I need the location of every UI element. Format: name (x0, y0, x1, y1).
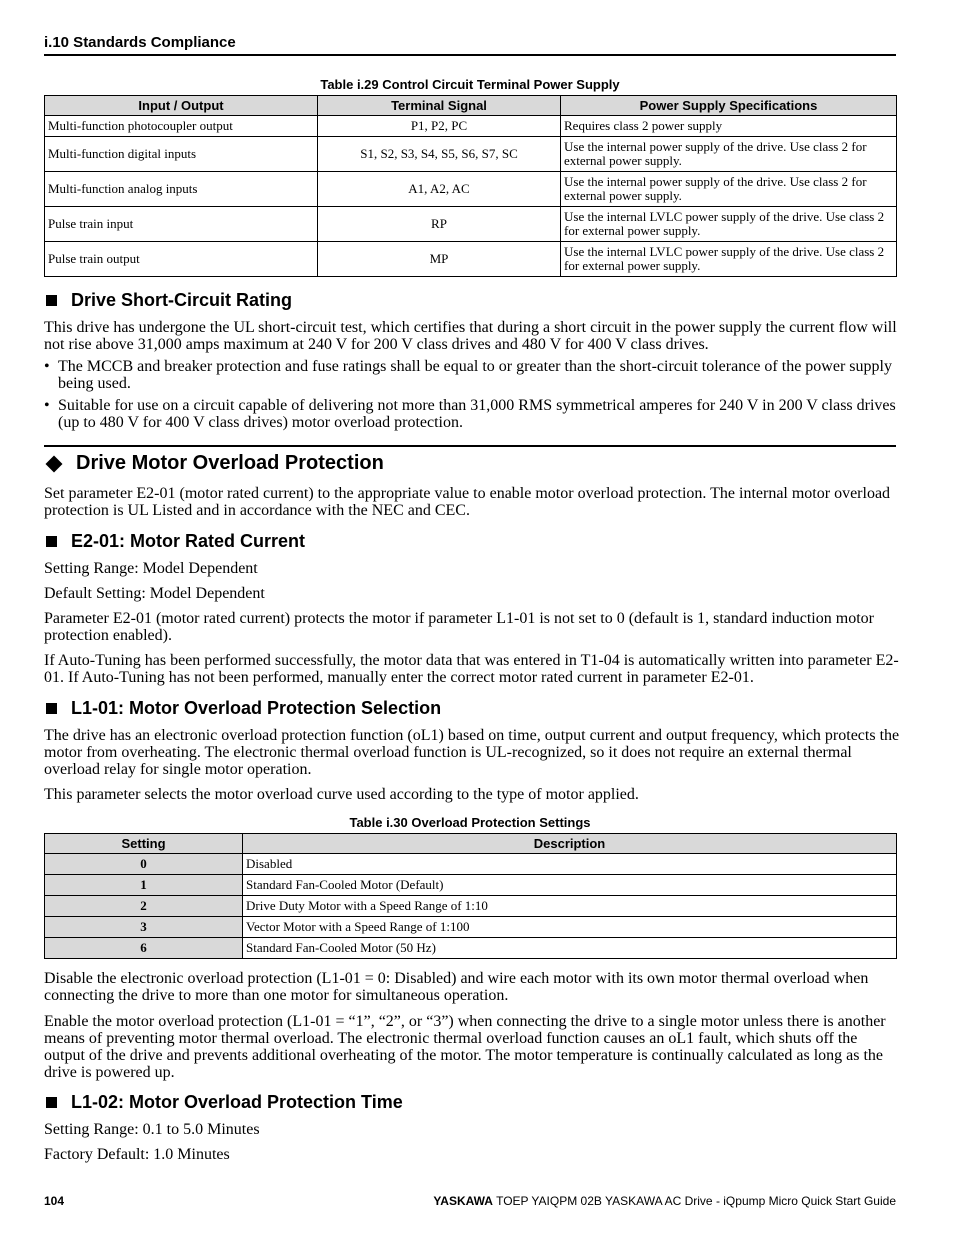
paragraph-disable-overload: Disable the electronic overload protection (L1-01 = 0: Disabled) and wire each motor with its own motor thermal overload when connecting the drive to more than one motor for simultaneous operation. (44, 970, 869, 1004)
heading-l1-02 (44, 1092, 403, 1113)
square-bullet-icon (46, 1097, 57, 1108)
header-rule (44, 54, 896, 56)
heading-text: Drive Motor Overload Protection (76, 452, 384, 474)
default-setting-e2-01: Default Setting: Model Dependent (44, 585, 265, 602)
setting-cell: 3 (45, 917, 243, 938)
table-row (45, 242, 897, 277)
heading-text: L1-02: Motor Overload Protection Time (71, 1092, 403, 1112)
bullet-text: Suitable for use on a circuit capable of delivering not more than 31,000 RMS symmetrical amperes for 240 V in 200 V class drives (up to 480 V for 400 V class drives) motor overload protection. (58, 397, 896, 431)
heading-motor-overload (44, 452, 384, 475)
table-caption-power-supply: Table i.29 Control Circuit Terminal Power Supply (320, 77, 620, 92)
diamond-icon (46, 455, 63, 472)
section-header: i.10 Standards Compliance (44, 34, 236, 51)
table-cell: Use the internal LVLC power supply of the drive. Use class 2 for external power supply. (561, 242, 897, 277)
table-cell: Use the internal power supply of the drive. Use class 2 for external power supply. (561, 172, 897, 207)
square-bullet-icon (46, 295, 57, 306)
square-bullet-icon (46, 703, 57, 714)
table-row (45, 116, 897, 137)
paragraph-e2-01-autotune: If Auto-Tuning has been performed successfully, the motor data that was entered in T1-04 is automatically written into parameter E2-01. If Auto-Tuning has not been performed, manually enter the correct motor rated current in parameter E2-01. (44, 652, 899, 686)
footer-doc-text: TOEP YAIQPM 02B YASKAWA AC Drive - iQpump Micro Quick Start Guide (496, 1194, 896, 1208)
table-header-row (45, 96, 897, 116)
bullet-item (44, 397, 900, 431)
setting-cell: 1 (45, 875, 243, 896)
table-cell: A1, A2, AC (318, 172, 561, 207)
bullet-item (44, 358, 900, 392)
bullet-dot-icon: • (44, 358, 50, 375)
setting-range-e2-01: Setting Range: Model Dependent (44, 560, 258, 577)
table-cell: S1, S2, S3, S4, S5, S6, S7, SC (318, 137, 561, 172)
footer-brand: YASKAWA (433, 1194, 493, 1208)
table-row (45, 917, 897, 938)
bullet-text: The MCCB and breaker protection and fuse ratings shall be equal to or greater than the short-circuit tolerance of the power supply being used. (58, 358, 892, 392)
paragraph-overload: Set parameter E2-01 (motor rated current) to the appropriate value to enable motor overload protection. The internal motor overload protection is UL Listed and in accordance with the NEC and CEC. (44, 485, 891, 519)
table-cell: Multi-function analog inputs (45, 172, 318, 207)
page-number: 104 (44, 1194, 65, 1208)
description-cell: Standard Fan-Cooled Motor (Default) (243, 875, 897, 896)
table-cell: Use the internal LVLC power supply of the drive. Use class 2 for external power supply. (561, 207, 897, 242)
table-row (45, 938, 897, 959)
table-cell: Use the internal power supply of the drive. Use class 2 for external power supply. (561, 137, 897, 172)
heading-text: L1-01: Motor Overload Protection Selection (71, 698, 442, 718)
heading-text: Drive Short-Circuit Rating (71, 290, 293, 310)
table-row (45, 896, 897, 917)
column-header: Power Supply Specifications (561, 96, 897, 116)
table-caption-overload: Table i.30 Overload Protection Settings (349, 815, 591, 830)
paragraph-enable-overload: Enable the motor overload protection (L1-01 = “1”, “2”, or “3”) when connecting the drive to a single motor unless there is another means of preventing motor thermal overload. The electronic thermal overload function causes an oL1 fault, which shuts off the output of the drive and prevents additional overheating of the motor. The motor temperature is continually calculated as long as the drive is powered up. (44, 1013, 886, 1081)
table-cell: P1, P2, PC (318, 116, 561, 137)
table-row (45, 172, 897, 207)
footer-doc-title (433, 1194, 896, 1208)
table-row (45, 875, 897, 896)
table-row (45, 854, 897, 875)
power-supply-table (44, 95, 897, 277)
paragraph-l1-01-function: The drive has an electronic overload protection function (oL1) based on time, output current and output frequency, which protects the motor from overheating. The electronic thermal overload function is UL-recognized, so it does not require an external thermal overload relay for single motor operation. (44, 727, 900, 778)
section-rule (44, 445, 896, 447)
paragraph-short-circuit: This drive has undergone the UL short-circuit test, which certifies that during a short circuit in the power supply the current flow will not rise above 31,000 amps maximum at 240 V for 200 V class drives and 480 V for 400 V class drives. (44, 319, 897, 353)
column-header: Setting (45, 834, 243, 854)
paragraph-l1-01-select: This parameter selects the motor overload curve used according to the type of motor applied. (44, 786, 639, 803)
heading-short-circuit (44, 290, 292, 311)
heading-l1-01 (44, 698, 441, 719)
description-cell: Drive Duty Motor with a Speed Range of 1:10 (243, 896, 897, 917)
setting-cell: 2 (45, 896, 243, 917)
description-cell: Disabled (243, 854, 897, 875)
table-row (45, 137, 897, 172)
table-cell: MP (318, 242, 561, 277)
table-cell: Pulse train output (45, 242, 318, 277)
bullet-dot-icon: • (44, 397, 50, 414)
square-bullet-icon (46, 536, 57, 547)
setting-range-l1-02: Setting Range: 0.1 to 5.0 Minutes (44, 1121, 260, 1138)
column-header: Description (243, 834, 897, 854)
table-cell: RP (318, 207, 561, 242)
table-cell: Requires class 2 power supply (561, 116, 897, 137)
description-cell: Standard Fan-Cooled Motor (50 Hz) (243, 938, 897, 959)
table-header-row (45, 834, 897, 854)
column-header: Terminal Signal (318, 96, 561, 116)
column-header: Input / Output (45, 96, 318, 116)
setting-cell: 0 (45, 854, 243, 875)
factory-default-l1-02: Factory Default: 1.0 Minutes (44, 1146, 230, 1163)
table-cell: Pulse train input (45, 207, 318, 242)
table-cell: Multi-function photocoupler output (45, 116, 318, 137)
overload-settings-table (44, 833, 897, 959)
table-row (45, 207, 897, 242)
table-cell: Multi-function digital inputs (45, 137, 318, 172)
heading-text: E2-01: Motor Rated Current (71, 531, 306, 551)
heading-e2-01 (44, 531, 305, 552)
setting-cell: 6 (45, 938, 243, 959)
paragraph-e2-01-protect: Parameter E2-01 (motor rated current) protects the motor if parameter L1-01 is not set to 0 (default is 1, standard induction motor protection enabled). (44, 610, 874, 644)
description-cell: Vector Motor with a Speed Range of 1:100 (243, 917, 897, 938)
